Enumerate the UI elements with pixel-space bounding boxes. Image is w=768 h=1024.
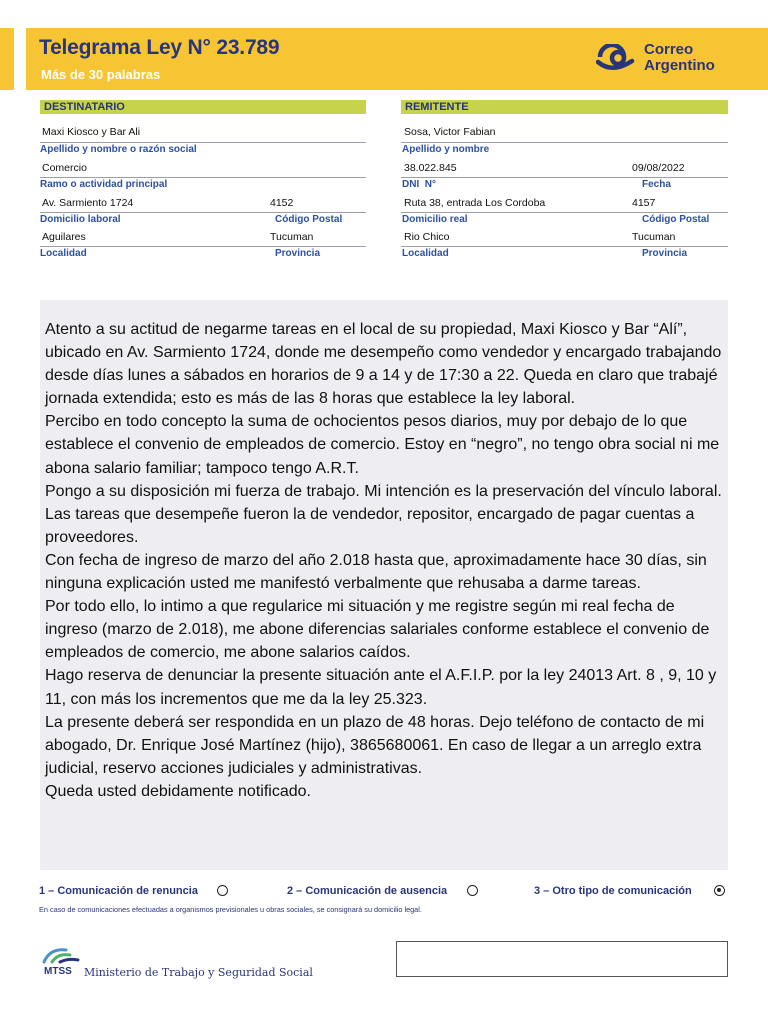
- remitente-name-label: Apellido y nombre: [402, 144, 490, 155]
- destinatario-cp-value[interactable]: 4152: [270, 197, 294, 209]
- logo-line-1: Correo: [644, 41, 694, 58]
- destinatario-ramo-label: Ramo o actividad principal: [40, 179, 168, 190]
- form-subtitle: Más de 30 palabras: [41, 67, 161, 82]
- field-line: [40, 212, 366, 213]
- option-renuncia-radio[interactable]: [217, 885, 228, 896]
- remitente-domicilio-label: Domicilio real: [402, 214, 468, 225]
- message-paragraph: Por todo ello, lo intimo a que regularice mi situación y me registre según mi real fecha de ingreso (marzo de 2.018), me abone diferencias salariales conforme establece el convenio de empleados de comercio, me abone salarios caídos.: [45, 598, 710, 662]
- domicilio-legal-note: En caso de comunicaciones efectuadas a organismos previsionales u obras sociales, se consignará su domicilio legal.: [39, 905, 422, 914]
- destinatario-provincia-label: Provincia: [275, 248, 321, 259]
- logo-text: [644, 42, 715, 74]
- field-line: [40, 177, 366, 178]
- message-paragraph: Pongo a su disposición mi fuerza de trabajo. Mi intención es la preservación del vínculo laboral. Las tareas que desempeñe fueron la de vendedor, repositor, encargado de pagar cuentas a proveedores.: [45, 482, 722, 546]
- remitente-localidad-label: Localidad: [402, 248, 449, 259]
- message-paragraph: Hago reserva de denunciar la presente situación ante el A.F.I.P. por la ley 24013 Art. 8 , 9, 10 y 11, con más los incrementos que me da la ley 25.323.: [45, 667, 717, 708]
- remitente-provincia-value[interactable]: Tucuman: [632, 231, 676, 243]
- radio-selected-dot: [717, 888, 721, 892]
- destinatario-localidad-value[interactable]: Aguilares: [42, 231, 86, 243]
- destinatario-cp-label: Código Postal: [275, 214, 343, 225]
- remitente-dni-value[interactable]: 38.022.845: [404, 162, 457, 174]
- option-otro-label: 3 – Otro tipo de comunicación: [534, 885, 692, 897]
- remitente-domicilio-value[interactable]: Ruta 38, entrada Los Cordoba: [404, 197, 546, 209]
- destinatario-domicilio-value[interactable]: Av. Sarmiento 1724: [42, 197, 134, 209]
- destinatario-name-label: Apellido y nombre o razón social: [40, 144, 197, 155]
- option-renuncia-label: 1 – Comunicación de renuncia: [39, 885, 198, 897]
- option-ausencia-label: 2 – Comunicación de ausencia: [287, 885, 448, 897]
- destinatario-provincia-value[interactable]: Tucuman: [270, 231, 314, 243]
- remitente-fecha-value[interactable]: 09/08/2022: [632, 162, 685, 174]
- mtss-label: MTSS: [44, 966, 72, 977]
- message-paragraph: La presente deberá ser respondida en un plazo de 48 horas. Dejo teléfono de contacto de mi abogado, Dr. Enrique José Martínez (hijo), 3865680061. En caso de llegar a un arreglo extra judicial, reservo acciones judiciales y administrativas.: [45, 713, 705, 777]
- remitente-localidad-value[interactable]: Rio Chico: [404, 231, 450, 243]
- destinatario-localidad-label: Localidad: [40, 248, 87, 259]
- remitente-dni-label: DNI N°: [402, 179, 436, 190]
- remitente-fecha-label: Fecha: [642, 179, 671, 190]
- header-left-notch: [0, 28, 26, 90]
- field-line: [401, 246, 728, 247]
- remitente-header: REMITENTE: [401, 100, 728, 114]
- signature-box[interactable]: [396, 941, 728, 977]
- correo-argentino-logo-icon: [596, 44, 638, 74]
- message-paragraph: Percibo en todo concepto la suma de ochocientos pesos diarios, muy por debajo de lo que establece el convenio de empleados de comercio. Estoy en “negro”, no tengo obra social ni me abona salario familiar; tampoco tengo A.R.T.: [45, 413, 720, 477]
- correo-argentino-logo: [596, 40, 746, 80]
- logo-line-2: Argentino: [644, 57, 715, 74]
- remitente-cp-value[interactable]: 4157: [632, 197, 656, 209]
- field-line: [401, 212, 728, 213]
- option-otro-radio[interactable]: [714, 885, 725, 896]
- field-line: [401, 177, 728, 178]
- field-line: [40, 142, 366, 143]
- form-title: Telegrama Ley N° 23.789: [39, 36, 280, 59]
- destinatario-name-value[interactable]: Maxi Kiosco y Bar Ali: [42, 126, 141, 138]
- message-text[interactable]: [45, 318, 725, 803]
- remitente-name-value[interactable]: Sosa, Victor Fabian: [404, 126, 496, 138]
- destinatario-domicilio-label: Domicilio laboral: [40, 214, 121, 225]
- destinatario-ramo-value[interactable]: Comercio: [42, 162, 87, 174]
- message-paragraph: Atento a su actitud de negarme tareas en el local de su propiedad, Maxi Kiosco y Bar “Alí”, ubicado en Av. Sarmiento 1724, donde me desempeño como vendedor y encargado trabajando desde días lunes a sábados en horarios de 9 a 14 y de 17:30 a 22. Queda en claro que trabajé jornada extendida; esto es más de las 8 horas que establece la ley laboral.: [45, 321, 722, 408]
- message-paragraph: Con fecha de ingreso de marzo del año 2.018 hasta que, aproximadamente hace 30 días, sin ninguna explicación usted me manifestó verbalmente que rehusaba a darme tareas.: [45, 551, 707, 593]
- message-paragraph: Queda usted debidamente notificado.: [45, 782, 311, 800]
- field-line: [40, 246, 366, 247]
- field-line: [401, 142, 728, 143]
- destinatario-header: DESTINATARIO: [40, 100, 366, 114]
- ministerio-label: Ministerio de Trabajo y Seguridad Social: [84, 966, 313, 979]
- telegram-header: [0, 28, 768, 90]
- remitente-cp-label: Código Postal: [642, 214, 710, 225]
- option-ausencia-radio[interactable]: [467, 885, 478, 896]
- remitente-provincia-label: Provincia: [642, 248, 688, 259]
